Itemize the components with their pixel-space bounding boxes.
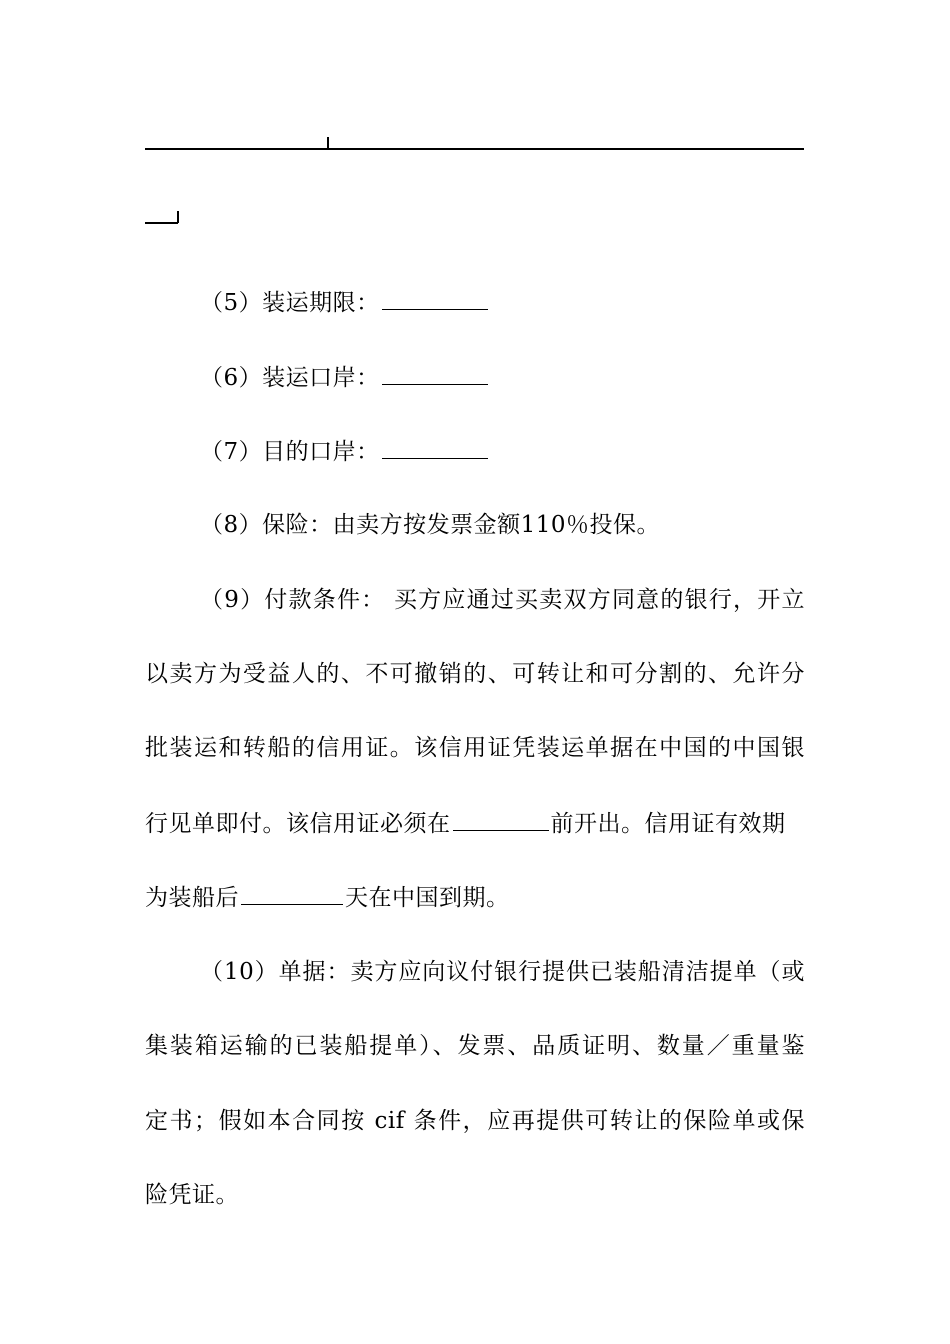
item-5-label: （5）装运期限： [200, 290, 380, 316]
item-10-line-3: 定书；假如本合同按 cif 条件，应再提供可转让的保险单或保 [145, 1108, 805, 1134]
item-7-destination-port [200, 436, 805, 467]
item-7-label: （7）目的口岸： [200, 439, 380, 465]
item-9-line-3: 批装运和转船的信用证。该信用证凭装运单据在中国的中国银 [145, 735, 805, 761]
lc-open-date-blank [453, 808, 549, 831]
item-7-blank [382, 436, 488, 459]
item-8-insurance [200, 510, 805, 540]
item-10-line-4: 险凭证。 [145, 1182, 239, 1208]
item-8-text: （8）保险：由卖方按发票金额110％投保。 [200, 512, 661, 538]
item-6-label: （6）装运口岸： [200, 365, 380, 391]
table-column-tick [327, 137, 329, 149]
table-corner-tick [177, 211, 179, 223]
item-6-loading-port [200, 362, 805, 393]
item-9-line-2: 以卖方为受益人的、不可撤销的、可转让和可分割的、允许分 [145, 661, 805, 687]
item-5-shipment-period [200, 287, 805, 318]
table-bottom-border [145, 222, 178, 224]
item-10-line-2: 集装箱运输的已装船提单）、发票、品质证明、数量／重量鉴 [145, 1033, 805, 1059]
item-5-blank [382, 287, 488, 310]
table-top-border [145, 148, 804, 150]
item-6-blank [382, 362, 488, 385]
lc-expiry-days-blank [241, 882, 343, 905]
item-9-line-4: 行见单即付。该信用证必须在 前开出。信用证有效期 [145, 808, 805, 839]
item-9-line-5: 为装船后 天在中国到期。 [145, 882, 805, 913]
item-9-line-1: （9）付款条件： 买方应通过买卖双方同意的银行，开立 [200, 587, 805, 613]
item-10-line-1: （10）单据：卖方应向议付银行提供已装船清洁提单（或 [200, 959, 805, 985]
